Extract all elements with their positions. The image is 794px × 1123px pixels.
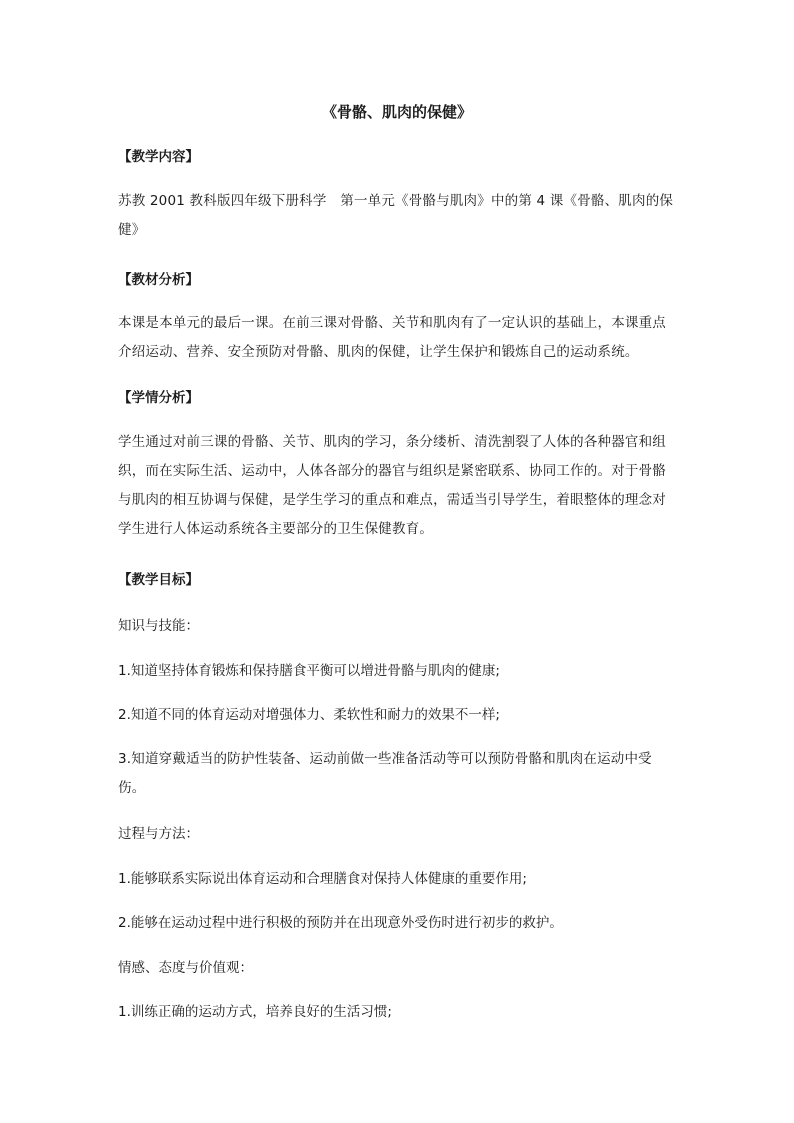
- objective-group-label-process: 过程与方法：: [118, 826, 199, 842]
- objective-item: 1.训练正确的运动方式，培养良好的生活习惯;: [118, 1004, 392, 1020]
- objective-item: 2.能够在运动过程中进行积极的预防并在出现意外受伤时进行初步的救护。: [118, 915, 563, 931]
- section-heading-objectives: 【教学目标】: [118, 572, 199, 588]
- document-title: 《骨骼、肌肉的保健》: [321, 103, 472, 121]
- objective-item: 3.知道穿戴适当的防护性装备、运动前做一些准备活动等可以预防骨骼和肌肉在运动中受伤。: [118, 751, 652, 796]
- objective-item: 1.能够联系实际说出体育运动和合理膳食对保持人体健康的重要作用;: [118, 871, 527, 887]
- objective-item: 2.知道不同的体育运动对增强体力、柔软性和耐力的效果不一样;: [118, 707, 500, 723]
- section-text-content: 苏教 2001 教科版四年级下册科学 第一单元《骨骼与肌肉》中的第 4 课《骨骼、肌肉的保健》: [118, 193, 674, 238]
- section-text-student-analysis: 学生通过对前三课的骨骼、关节、肌肉的学习，条分缕析、清洗割裂了人体的各种器官和组织，而在实际生活、运动中，人体各部分的器官与组织是紧密联系、协同工作的。对于骨骼与肌肉的相互协调与保健，是学生学习的重点和难点，需适当引导学生，着眼整体的理念对学生进行人体运动系统各主要部分的卫生保健教育。: [118, 434, 666, 537]
- section-text-textbook-analysis: 本课是本单元的最后一课。在前三课对骨骼、关节和肌肉有了一定认识的基础上，本课重点介绍运动、营养、安全预防对骨骼、肌肉的保健，让学生保护和锻炼自己的运动系统。: [118, 315, 666, 360]
- section-heading-student-analysis: 【学情分析】: [118, 390, 199, 406]
- objective-group-label-knowledge: 知识与技能：: [118, 618, 199, 634]
- objective-group-label-attitude: 情感、态度与价值观：: [118, 960, 253, 976]
- objective-item: 1.知道坚持体育锻炼和保持膳食平衡可以增进骨骼与肌肉的健康;: [118, 663, 500, 679]
- section-heading-textbook-analysis: 【教材分析】: [118, 272, 199, 288]
- section-heading-content: 【教学内容】: [118, 149, 199, 165]
